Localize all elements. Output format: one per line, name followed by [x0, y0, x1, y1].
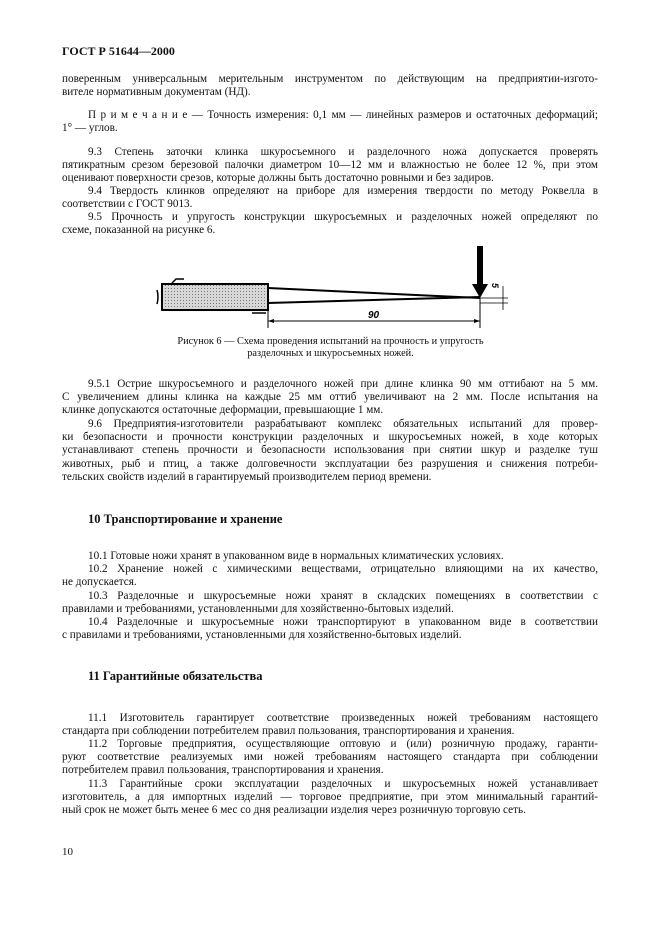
- figure-6-knife-test-diagram: [0, 0, 661, 360]
- p10-2-paragraph-line: не допускается.: [62, 576, 137, 589]
- figure-caption-line: разделочных и шкуросъемных ножей.: [247, 348, 414, 359]
- length-label: 90: [368, 310, 380, 321]
- p11-3-paragraph-line: 11.3 Гарантийные сроки эксплуатации разделочных и шкуросъемных ножей устанавливает: [88, 778, 598, 790]
- note-paragraph-line: 1° — углов.: [62, 122, 118, 135]
- load-arrow-icon: [472, 246, 488, 298]
- p9-6-paragraph-line: ки безопасности и прочности конструкции разделочных и шкуросъемных ножей, в ходе которых: [62, 431, 598, 444]
- p11-3-paragraph-line: изготовитель, а для импортных изделий — торговое предприятие, при этом минимальный гарантий-: [62, 791, 598, 804]
- p9-3-paragraph-line: оценивают поверхности срезов, которые должны быть достаточно ровными и без задиров.: [62, 172, 494, 185]
- p9-4-paragraph-line: соответствии с ГОСТ 9013.: [62, 198, 193, 211]
- p9-5-1-paragraph-line: клинке допускаются остаточные деформации, превышающие 1 мм.: [62, 404, 384, 417]
- p11-1-paragraph-line: стандарта при соблюдении потребителем правил пользования, транспортирования и хранения.: [62, 725, 515, 738]
- p9-6-paragraph-line: животных, рыб и птиц, а также долговечности эксплуатации без разрушения и снижения потреби-: [62, 457, 598, 470]
- knife-handle: [157, 279, 268, 313]
- p10-4-paragraph-line: с правилами и требованиями, установленными для хозяйственно-бытовых изделий.: [62, 629, 462, 642]
- cont-paragraph-line: вителе нормативным документам (НД).: [62, 86, 251, 99]
- p9-6-paragraph-line: 9.6 Предприятия-изготовители разрабатывают комплекс обязательных испытаний для провер-: [88, 418, 598, 430]
- p9-3-paragraph-line: пятикратным срезом березовой палочки диаметром 10—12 мм и влажностью не более 12 %, при этом: [62, 159, 598, 172]
- document-code: ГОСТ Р 51644—2000: [62, 44, 175, 58]
- p9-3-paragraph-line: 9.3 Степень заточки клинка шкуросъемного и разделочного ножа допускается проверять: [88, 146, 598, 158]
- p9-6-paragraph-line: тельских свойств изделий в гарантируемый производителем период времени.: [62, 470, 432, 483]
- dimension-lines: [268, 286, 503, 328]
- deflection-label: 5: [490, 283, 500, 289]
- knife-blade: [268, 288, 508, 303]
- section-11-heading: 11 Гарантийные обязательства: [88, 669, 263, 683]
- figure-caption-line: Рисунок 6 — Схема проведения испытаний на прочность и упругость: [177, 336, 484, 347]
- p9-5-1-paragraph-line: 9.5.1 Острие шкуросъемного и разделочного ножей при длине клинка 90 мм оттибают на 5 мм.: [88, 378, 598, 390]
- p9-4-paragraph-line: 9.4 Твердость клинков определяют на приборе для измерения твердости по методу Роквелла в: [88, 185, 598, 197]
- p10-3-paragraph-line: правилами и требованиями, установленными для хозяйственно-бытовых изделий.: [62, 603, 454, 616]
- section-10-heading: 10 Транспортирование и хранение: [88, 512, 283, 526]
- p9-5-1-paragraph-line: С увеличением длины клинка на каждые 25 мм оттиб увеличивают на 2 мм. После испытания на: [62, 391, 598, 404]
- p9-6-paragraph-line: устанавливают степень прочности и безопасности использования при снятии шкур и разделке туш: [62, 444, 598, 457]
- p9-5-paragraph-line: схеме, показанной на рисунке 6.: [62, 224, 216, 237]
- p11-1-paragraph-line: 11.1 Изготовитель гарантирует соответствие произведенных ножей требованиям настоящего: [88, 712, 598, 724]
- p10-1-paragraph-line: 10.1 Готовые ножи хранят в упакованном виде в нормальных климатических условиях.: [88, 550, 504, 562]
- p11-2-paragraph-line: 11.2 Торговые предприятия, осуществляющие оптовую и (или) розничную продажу, гаранти-: [88, 738, 598, 750]
- p10-3-paragraph-line: 10.3 Разделочные и шкуросъемные ножи хранят в складских помещениях в соответствии с: [88, 590, 598, 602]
- p11-3-paragraph-line: ный срок не может быть менее 6 мес со дня реализации изделия через розничную торговую сеть.: [62, 804, 526, 817]
- cont-paragraph-line: поверенным универсальным мерительным инструментом по действующим на предприятии-изгото-: [62, 73, 598, 85]
- p10-4-paragraph-line: 10.4 Разделочные и шкуросъемные ножи транспортируют в упакованном виде в соответствии: [88, 616, 598, 628]
- note-paragraph-line: П р и м е ч а н и е — Точность измерения: 0,1 мм — линейных размеров и остаточных деформаций;: [88, 109, 598, 121]
- p11-2-paragraph-line: потребителем правил пользования, транспортирования и хранения.: [62, 764, 384, 777]
- p10-2-paragraph-line: 10.2 Хранение ножей с химическими веществами, отрицательно влияющими на их качество,: [88, 563, 598, 575]
- p11-2-paragraph-line: руют соответствие реализуемых ими ножей требованиям настоящего стандарта при соблюдении: [62, 751, 598, 764]
- p9-5-paragraph-line: 9.5 Прочность и упругость конструкции шкуросъемных и разделочных ножей определяют по: [88, 211, 598, 223]
- page-number: 10: [62, 846, 73, 858]
